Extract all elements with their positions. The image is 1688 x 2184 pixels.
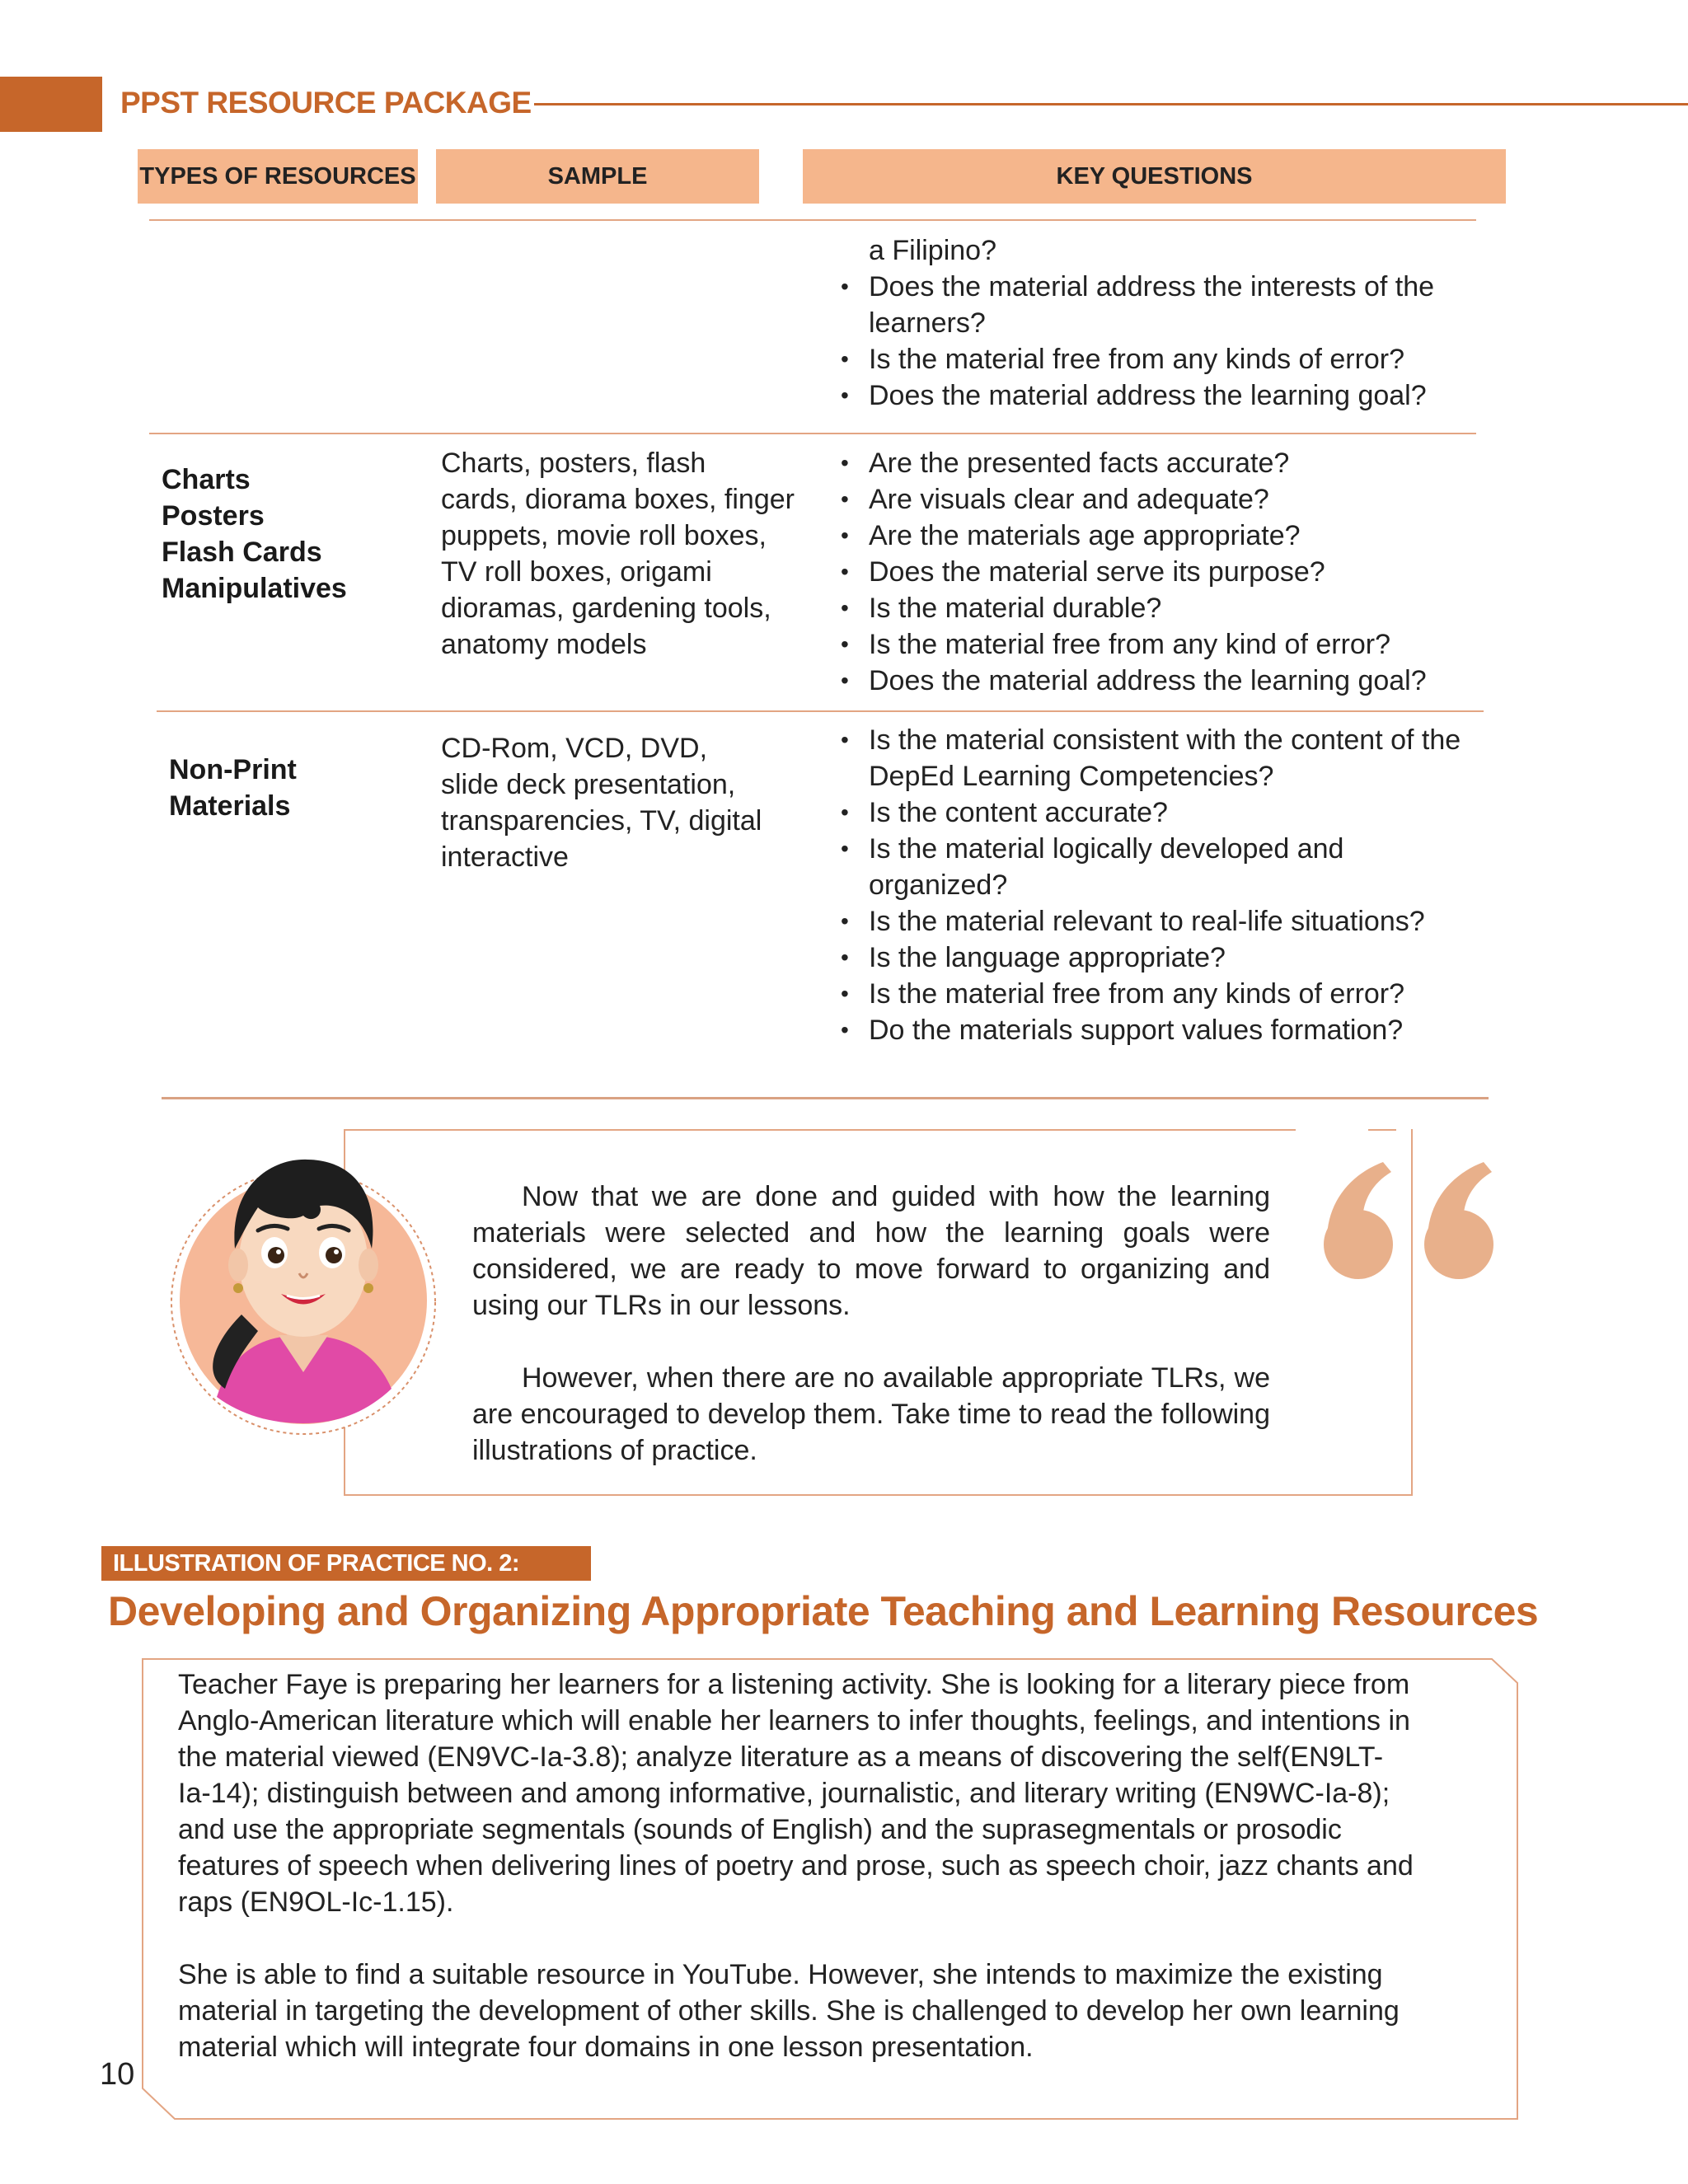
closing-quote-icon xyxy=(1317,1154,1507,1302)
question-item: • Is the content accurate? xyxy=(841,794,1525,831)
table-rule xyxy=(157,710,1484,712)
page-number: 10 xyxy=(100,2057,135,2092)
story-text xyxy=(178,1666,1480,2065)
table-rule xyxy=(149,433,1476,434)
table-end-rule xyxy=(162,1097,1489,1099)
header-rule xyxy=(534,103,1688,105)
question-item: • Is the material free from any kind of error? xyxy=(841,626,1517,663)
question-item: • Do the materials support values formation? xyxy=(841,1012,1525,1048)
column-header-questions: KEY QUESTIONS xyxy=(803,149,1506,204)
quote-box-top-rule-end xyxy=(1368,1129,1396,1131)
key-questions-cell xyxy=(841,445,1517,699)
question-item: • Are the materials age appropriate? xyxy=(841,518,1517,554)
question-item: • Does the material address the interests of the learners? xyxy=(841,269,1517,341)
question-item: • Is the material consistent with the content of the DepEd Learning Competencies? xyxy=(841,722,1525,794)
question-item: • Is the material durable? xyxy=(841,590,1517,626)
story-paragraph: She is able to find a suitable resource in YouTube. However, she intends to maximize the existing material in targeting the development of other skills. She is challenged to develop her own learning material which will integrate four domains in one lesson presentation. xyxy=(178,1959,1400,2063)
question-item: • Is the material relevant to real-life situations? xyxy=(841,903,1525,940)
column-header-types: TYPES OF RESOURCES xyxy=(138,149,418,204)
teacher-avatar xyxy=(167,1125,439,1438)
continued-line: a Filipino? xyxy=(869,235,996,266)
question-item: • Does the material address the learning goal? xyxy=(841,663,1517,699)
illustration-title: Developing and Organizing Appropriate Teaching and Learning Resources xyxy=(108,1588,1539,1634)
question-item: • Is the material logically developed and organized? xyxy=(841,831,1525,903)
question-item: • Does the material serve its purpose? xyxy=(841,554,1517,590)
question-item: • Is the material free from any kinds of error? xyxy=(841,976,1525,1012)
resource-type-cell: Non-Print Materials xyxy=(169,754,297,822)
table-rule xyxy=(149,219,1476,221)
quote-paragraph: However, when there are no available appropriate TLRs, we are encouraged to develop them. Take time to read the following illustrations of practice. xyxy=(472,1362,1270,1466)
quote-box-top-rule xyxy=(344,1129,1296,1131)
column-header-sample: SAMPLE xyxy=(436,149,759,204)
resource-type-cell: Charts Posters Flash Cards Manipulatives xyxy=(162,464,347,604)
continued-questions xyxy=(841,232,1517,414)
sample-cell: CD-Rom, VCD, DVD, slide deck presentation, transparencies, TV, digital interactive xyxy=(441,733,762,873)
question-item: • Does the material address the learning goal? xyxy=(841,377,1517,414)
sample-cell: Charts, posters, flash cards, diorama boxes, finger puppets, movie roll boxes, TV roll boxes, origami dioramas, gardening tools, anatomy models xyxy=(441,448,795,660)
question-item: • Are the presented facts accurate? xyxy=(841,445,1517,481)
header-accent-bar xyxy=(0,77,102,132)
key-questions-cell xyxy=(841,722,1525,1048)
quote-text xyxy=(472,1179,1270,1469)
question-item: • Is the language appropriate? xyxy=(841,940,1525,976)
quote-paragraph: Now that we are done and guided with how the learning materials were selected and how the learning goals were considered, we are ready to move forward to organizing and using our TLRs in our lessons. xyxy=(472,1181,1270,1321)
question-item: • Are visuals clear and adequate? xyxy=(841,481,1517,518)
story-paragraph: Teacher Faye is preparing her learners for a listening activity. She is looking for a literary piece from Anglo-American literature which will enable her learners to infer thoughts, feelings, and intentions in the material viewed (EN9VC-Ia-3.8); analyze literature as a means of discovering the self(EN9LT- Ia-14); distinguish between and among informative, journalistic, and literary writing (EN9WC-Ia-8); and use the appropriate segmentals (sounds of English) and the suprasegmentals or prosodic features of speech when delivering lines of poetry and prose, such as speech choir, jazz chants and raps (EN9OL-Ic-1.15). xyxy=(178,1669,1414,1918)
package-title: PPST RESOURCE PACKAGE xyxy=(120,86,532,120)
illustration-tag: ILLUSTRATION OF PRACTICE NO. 2: xyxy=(101,1546,591,1581)
question-item: • Is the material free from any kinds of error? xyxy=(841,341,1517,377)
